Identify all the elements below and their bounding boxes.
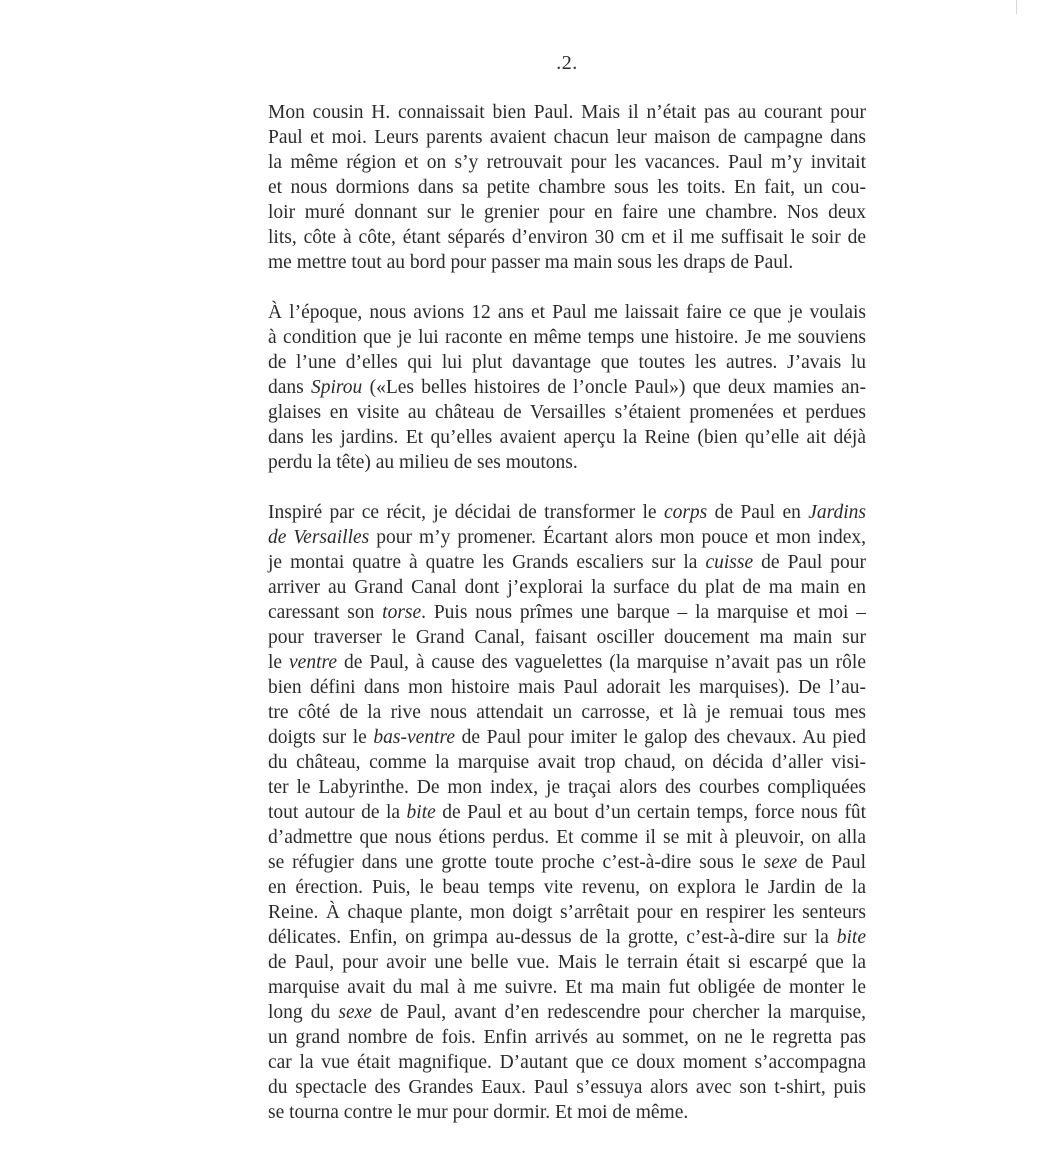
text-segment: de l’une d’elles qui lui plut davantage que toutes les autres. J’avais lu xyxy=(268,352,866,373)
text-line xyxy=(268,800,866,825)
italic-text: ventre xyxy=(289,652,338,673)
text-segment: lits, côte à côte, étant séparés d’environ 30 cm et il me suffisait le soir de xyxy=(268,227,866,248)
italic-text: Jardins xyxy=(808,502,866,523)
text-segment: doigts sur le xyxy=(268,727,374,748)
text-line xyxy=(268,325,866,350)
text-segment: de Paul en xyxy=(707,502,809,523)
text-line xyxy=(268,750,866,775)
text-segment: de Paul xyxy=(797,852,866,873)
italic-text: sexe xyxy=(763,852,798,873)
text-segment: tre côté de la rive nous attendait un carrosse, et là je remuai tous mes xyxy=(268,702,866,723)
text-segment: long du xyxy=(268,1002,339,1023)
text-segment: et nous dormions dans sa petite chambre sous les toits. En fait, un cou- xyxy=(268,177,866,198)
text-line xyxy=(268,875,866,900)
text-line xyxy=(268,900,866,925)
text-line xyxy=(268,1000,866,1025)
text-segment: du spectacle des Grandes Eaux. Paul s’essuya alors avec son t-shirt, puis xyxy=(268,1077,866,1098)
text-segment: marquise avait du mal à me suivre. Et ma main fut obligée de monter le xyxy=(268,977,866,998)
text-line xyxy=(268,175,866,200)
text-line xyxy=(268,225,866,250)
italic-text: cuisse xyxy=(705,552,754,573)
text-segment: caressant son xyxy=(268,602,383,623)
paragraph-2 xyxy=(268,300,866,475)
text-segment: délicates. Enfin, on grimpa au-dessus de la grotte, c’est-à-dire sur la xyxy=(268,927,837,948)
text-segment: pour m’y promener. Écartant alors mon pouce et mon index, xyxy=(369,527,867,548)
text-line xyxy=(268,825,866,850)
text-segment: je montai quatre à quatre les Grands escaliers sur la xyxy=(268,552,706,573)
text-segment: arriver au Grand Canal dont j’explorai la surface du plat de ma main en xyxy=(268,577,866,598)
text-segment: ter le Labyrinthe. De mon index, je traçai alors des courbes compliquées xyxy=(268,777,866,798)
text-segment: d’admettre que nous étions perdus. Et comme il se mit à pleuvoir, on alla xyxy=(268,827,866,848)
italic-text: Spirou xyxy=(311,377,363,398)
page-edge-divider xyxy=(1016,0,1017,14)
text-line xyxy=(268,250,866,275)
text-segment: dans xyxy=(268,377,312,398)
text-line xyxy=(268,400,866,425)
text-line xyxy=(268,700,866,725)
text-line xyxy=(268,450,866,475)
text-segment: Paul et moi. Leurs parents avaient chacun leur maison de campagne dans xyxy=(268,127,866,148)
text-segment: glaises en visite au château de Versailles s’étaient promenées et perdues xyxy=(268,402,866,423)
text-segment: de Paul, à cause des vaguelettes (la marquise n’avait pas un rôle xyxy=(337,652,867,673)
text-segment: le xyxy=(268,652,290,673)
text-line xyxy=(268,1075,866,1100)
text-segment: de Paul, avant d’en redescendre pour chercher la marquise, xyxy=(371,1002,867,1023)
text-segment: de Paul pour xyxy=(753,552,866,573)
text-segment: me mettre tout au bord pour passer ma main sous les draps de Paul. xyxy=(268,252,794,273)
text-line xyxy=(268,1050,866,1075)
text-segment: loir muré donnant sur le grenier pour en faire une chambre. Nos deux xyxy=(268,202,866,223)
text-line xyxy=(268,375,866,400)
body-text xyxy=(268,100,866,1150)
paragraph-3 xyxy=(268,500,866,1125)
text-segment: la même région et on s’y retrouvait pour les vacances. Paul m’y invitait xyxy=(268,152,866,173)
text-segment: de Paul, pour avoir une belle vue. Mais le terrain était si escarpé que la xyxy=(268,952,866,973)
paragraph-1 xyxy=(268,100,866,275)
text-segment: un grand nombre de fois. Enfin arrivés au sommet, on ne le regretta pas xyxy=(268,1027,866,1048)
text-segment: Mon cousin H. connaissait bien Paul. Mais il n’était pas au courant pour xyxy=(268,102,866,123)
text-line xyxy=(268,975,866,1000)
text-segment: se réfugier dans une grotte toute proche c’est-à-dire sous le xyxy=(268,852,764,873)
text-line xyxy=(268,600,866,625)
text-line xyxy=(268,550,866,575)
italic-text: bite xyxy=(836,927,866,948)
text-line xyxy=(268,625,866,650)
text-line xyxy=(268,775,866,800)
text-segment: car la vue était magnifique. D’autant que ce doux moment s’accompagna xyxy=(268,1052,866,1073)
text-segment: tout autour de la xyxy=(268,802,407,823)
text-line xyxy=(268,125,866,150)
italic-text: torse xyxy=(382,602,422,623)
text-segment: du château, comme la marquise avait trop chaud, on décida d’aller visi- xyxy=(268,752,866,773)
italic-text: bite xyxy=(406,802,436,823)
text-line xyxy=(268,675,866,700)
text-segment: à condition que je lui raconte en même temps une histoire. Je me souviens xyxy=(268,327,866,348)
text-segment: bien défini dans mon histoire mais Paul adorait les marquises). De l’au- xyxy=(268,677,866,698)
text-line xyxy=(268,925,866,950)
text-line xyxy=(268,100,866,125)
text-line xyxy=(268,850,866,875)
text-segment: de Paul pour imiter le galop des chevaux. Au pied xyxy=(455,727,866,748)
italic-text: sexe xyxy=(338,1002,372,1023)
text-line xyxy=(268,300,866,325)
text-line xyxy=(268,650,866,675)
page-number: .2. xyxy=(556,52,578,74)
text-line xyxy=(268,1100,866,1125)
text-line xyxy=(268,1025,866,1050)
italic-text: corps xyxy=(663,502,708,523)
text-segment: en érection. Puis, le beau temps vite revenu, on explora le Jardin de la xyxy=(268,877,866,898)
text-segment: («Les belles histoires de l’oncle Paul») que deux mamies an- xyxy=(362,377,866,398)
text-line xyxy=(268,525,866,550)
text-line xyxy=(268,500,866,525)
text-segment: Inspiré par ce récit, je décidai de transformer le xyxy=(268,502,664,523)
text-line xyxy=(268,350,866,375)
italic-text: bas-ventre xyxy=(373,727,455,748)
text-segment: À l’époque, nous avions 12 ans et Paul me laissait faire ce que je voulais xyxy=(268,302,866,323)
text-line xyxy=(268,575,866,600)
text-line xyxy=(268,425,866,450)
text-line xyxy=(268,725,866,750)
text-segment: Reine. À chaque plante, mon doigt s’arrêtait pour en respirer les senteurs xyxy=(268,902,866,923)
text-segment: . Puis nous prîmes une barque – la marquise et moi – xyxy=(421,602,866,623)
text-segment: de Paul et au bout d’un certain temps, force nous fût xyxy=(435,802,866,823)
text-line xyxy=(268,950,866,975)
text-segment: dans les jardins. Et qu’elles avaient aperçu la Reine (bien qu’elle ait déjà xyxy=(268,427,866,448)
italic-text: de Versailles xyxy=(268,527,370,548)
text-segment: se tourna contre le mur pour dormir. Et moi de même. xyxy=(268,1102,689,1123)
text-segment: perdu la tête) au milieu de ses moutons. xyxy=(268,452,578,473)
text-segment: pour traverser le Grand Canal, faisant osciller doucement ma main sur xyxy=(268,627,866,648)
text-line xyxy=(268,150,866,175)
text-line xyxy=(268,200,866,225)
